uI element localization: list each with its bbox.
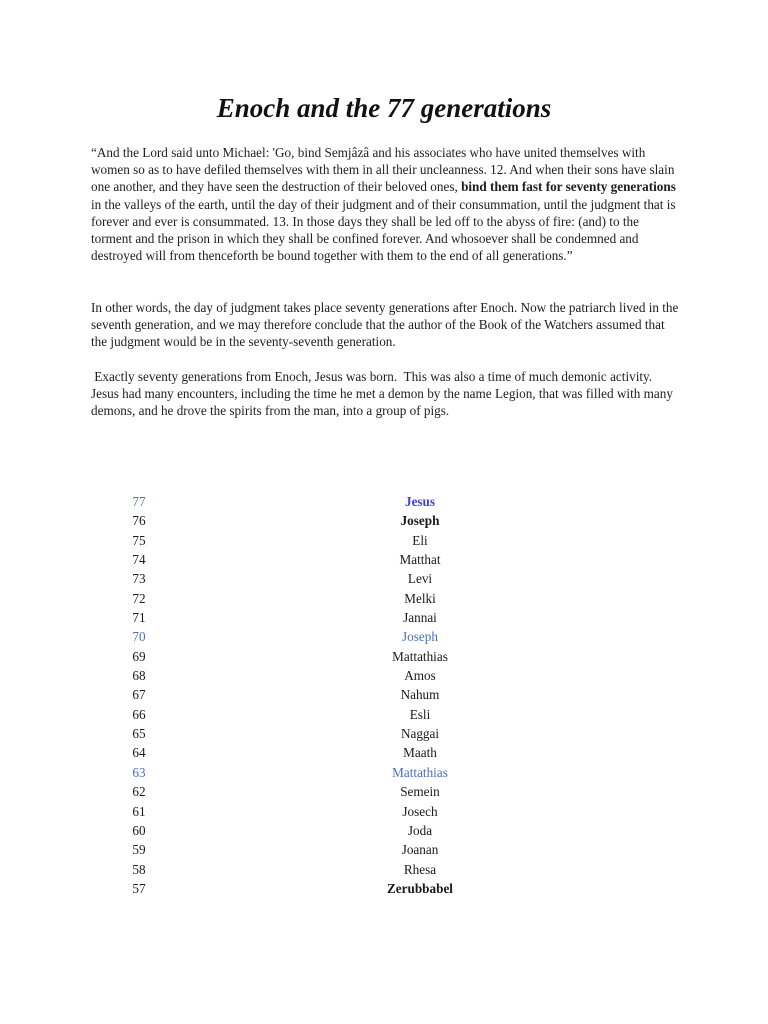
quote-text-start: “And the Lord said unto Michael: 'Go, bind Semjâzâ and his associates who have united themselves with women so as to have defiled themselves with them in all their uncleanness. 12. And when their sons have slain one another, and they have seen the destruction of their beloved ones, — [91, 145, 675, 195]
generation-number: 57 — [132, 880, 146, 896]
generation-number: 67 — [132, 687, 146, 703]
generation-row — [0, 763, 768, 782]
generations-list — [0, 492, 768, 898]
generation-name: Mattathias — [392, 648, 448, 664]
quote-bold-phrase: bind them fast for seventy generations — [461, 179, 676, 195]
generation-name: Jesus — [404, 494, 436, 509]
generation-number: 77 — [132, 494, 146, 509]
generation-name: Melki — [404, 590, 436, 606]
generation-row — [0, 608, 768, 627]
generation-name: Nahum — [400, 687, 440, 703]
generation-number: 71 — [132, 610, 146, 626]
document-title: Enoch and the 77 generations — [216, 93, 552, 123]
generation-name: Semein — [400, 784, 440, 800]
generation-name: Naggai — [400, 726, 440, 742]
generation-name: Esli — [409, 706, 431, 722]
generation-number: 62 — [132, 784, 146, 800]
generation-row — [0, 782, 768, 801]
generation-row — [0, 724, 768, 743]
generation-name: Amos — [404, 668, 436, 684]
explanation-paragraph: In other words, the day of judgment takes place seventy generations after Enoch. Now the patriarch lived in the seventh generation, and we may therefore conclude that the author of the Book of the Watchers assumed that the judgment would be in the seventy-seventh generation. — [91, 300, 679, 350]
generation-row — [0, 685, 768, 704]
generation-name: Zerubbabel — [387, 880, 453, 896]
generation-name: Rhesa — [403, 861, 437, 877]
generation-number: 68 — [132, 668, 146, 684]
generation-name: Jannai — [403, 610, 437, 626]
generation-number: 72 — [132, 590, 146, 606]
generation-number: 63 — [132, 764, 146, 780]
generation-number: 64 — [132, 745, 146, 761]
generation-number: 61 — [132, 803, 146, 819]
generation-name: Joda — [407, 822, 433, 838]
generation-number: 76 — [132, 513, 146, 529]
generation-number: 69 — [132, 648, 146, 664]
generation-row — [0, 840, 768, 859]
generation-number: 65 — [132, 726, 146, 742]
generation-row — [0, 627, 768, 646]
generation-name: Matthat — [399, 552, 441, 568]
generation-name: Eli — [412, 532, 428, 548]
generation-row — [0, 492, 768, 511]
generation-number: 58 — [132, 861, 146, 877]
quote-paragraph — [91, 144, 683, 264]
generation-name: Maath — [403, 745, 437, 761]
generation-name: Joseph — [400, 513, 440, 529]
generation-name: Mattathias — [392, 764, 448, 780]
generation-row — [0, 879, 768, 898]
generation-number: 70 — [132, 629, 146, 645]
generation-name: Joseph — [402, 629, 438, 645]
generation-row — [0, 647, 768, 666]
generation-row — [0, 550, 768, 569]
generation-row — [0, 821, 768, 840]
quote-text-end: in the valleys of the earth, until the day of their judgment and of their consummation, until the judgment that is forever and ever is consummated. 13. In those days they shall be led off to the abyss of fire: (and) to the torment and the prison in which they shall be confined forever. And whosoever shall be condemned and destroyed will from thenceforth be bound together with them to the end of all generations.” — [91, 196, 676, 264]
jesus-paragraph: Exactly seventy generations from Enoch, Jesus was born. This was also a time of much demonic activity. Jesus had many encounters, including the time he met a demon by the name Legion, that was filled with many demons, and he drove the spirits from the man, into a group of pigs. — [91, 369, 677, 419]
generation-row — [0, 666, 768, 685]
generation-row — [0, 589, 768, 608]
generation-number: 74 — [132, 552, 146, 568]
generation-row — [0, 569, 768, 588]
generation-number: 59 — [132, 842, 146, 858]
generation-row — [0, 743, 768, 762]
generation-row — [0, 531, 768, 550]
generation-name: Joanan — [401, 842, 439, 858]
generation-name: Josech — [402, 803, 438, 819]
generation-number: 75 — [132, 532, 146, 548]
generation-row — [0, 802, 768, 821]
generation-row — [0, 860, 768, 879]
generation-number: 60 — [132, 822, 146, 838]
generation-row — [0, 705, 768, 724]
generation-name: Levi — [407, 571, 433, 587]
generation-row — [0, 511, 768, 530]
generation-number: 66 — [132, 706, 146, 722]
generation-number: 73 — [132, 571, 146, 587]
